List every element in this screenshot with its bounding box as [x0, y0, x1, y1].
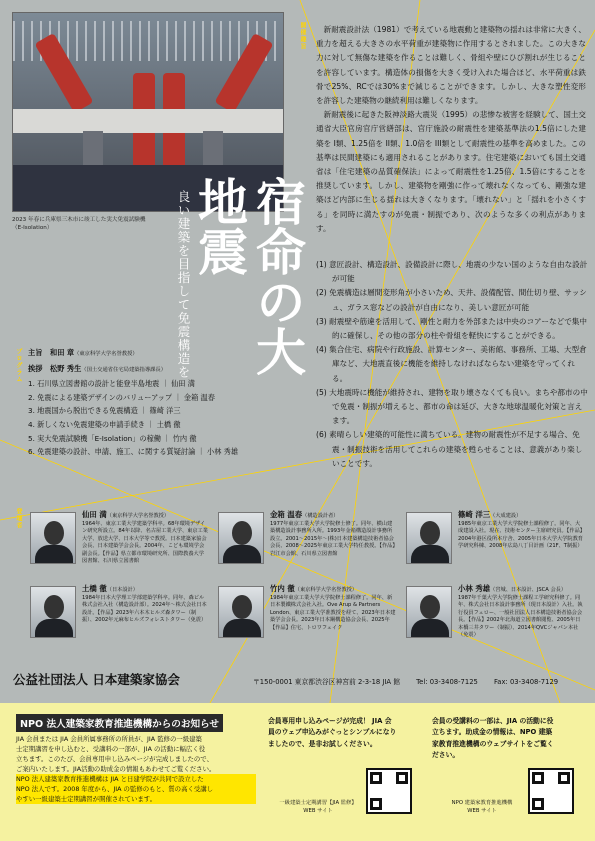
speaker-bio — [458, 510, 584, 551]
merit-item: (1) 意匠設計、構造設計、設備設計に際し、地震の少ない国のような自由な設計が可能 — [316, 260, 588, 284]
qr-caption-line: WEB サイト — [303, 807, 333, 814]
speaker-name: 仙田 満 — [82, 510, 107, 519]
section-label-program: プログラム — [15, 348, 22, 383]
caption-line: （E-Isolation） — [12, 225, 53, 231]
notice-box-line: 会員専用申し込みページが完成！ JIA 会 — [268, 717, 392, 725]
chair-name: 和田 章 — [50, 348, 75, 357]
merit-item: (3) 耐震壁や筋違を活用して、剛性と耐力を外部または中央のコアーなどで集中的に確保し、その他の部分の柱や骨組を軽快にすることができる。 — [316, 316, 587, 341]
speaker-bio-text: 1984年東京工業大学大学院修士課程修了。同年、新日本製鐵株式会社入社。Ove Arup & Partners London、東京工業大学准教授を経て、2023年日本建築学会会長。2023年日本鋼構造協会会長、2025年【作品】住宅、トロワフェイク — [270, 595, 396, 631]
speaker-name: 金箱 温春 — [270, 510, 303, 519]
speaker-bio — [270, 584, 396, 632]
merit-item: (6) 素晴らしい建築的可能性に満ちている。建物の耐震性が不足する場合、免震・制振技術を活用してこれらの建築を甦らせることは、意義があり楽しいことです。 — [316, 430, 583, 468]
merit-item: (2) 免震構造は層間変形角が小さいため、天井、設備配管、間仕切り壁、サッシュ、ガラス窓などの設計が自由になり、美しい意匠が可能 — [316, 288, 587, 312]
notice-line: JIA 会員または JIA 会員所属事務所の所員が、JIA 監修の一級建築 — [16, 735, 202, 743]
organization-contact — [253, 676, 572, 686]
organization-address: 〒150-0001 東京都渋谷区神宮前 2-3-18 JIA 館 — [253, 678, 400, 686]
speaker-bio-text: 1987年千葉大学大学院修士課程工学研究科修了。同年、株式会社日本設計事務所（現日本設計）入社。執行役員フェロー、一般社団法人日本構造技術者協会会長。【作品】2002年北海道立図書館閲覧、2005年日本橋三井タワー（制振）、2014年QVCジャパン本社（免震） — [458, 595, 583, 639]
program-item: 6. 免震建築の設計、申請、施工、に関する質疑討論 ｜ 小林 秀雄 — [28, 447, 239, 457]
speaker-name: 竹内 徹 — [270, 584, 295, 593]
speaker-bio — [458, 584, 584, 639]
merits-list — [316, 258, 588, 471]
speaker-portrait — [406, 586, 452, 638]
speaker-portrait — [30, 512, 76, 564]
organization-tel: Tel: 03-3408-7125 — [416, 678, 478, 686]
merit-item: (5) 大地震時に機能が維持され、建物を取り壊さなくても良い。まちや都市の中で免震・制振が増えると、都市の命は延び、大きな地球温暖化対策と言えます。 — [316, 387, 588, 426]
qr-code-jia-course[interactable] — [366, 768, 412, 814]
speaker-affiliation: （構造設計者） — [302, 513, 339, 519]
qr-code-npo[interactable] — [528, 768, 574, 814]
notice-line: 士定期講習を申し込むと、受講料の一部が、JIA の活動に幅広く役 — [16, 745, 206, 753]
speaker-affiliation: （東京科学大学名誉教授） — [106, 513, 170, 519]
purpose-paragraph: 新耐震後に起きた阪神淡路大震災（1995）の悲惨な被害を経験して、国土交通省大臣官房官庁営繕部は、官庁施設の耐震性を建築基準法の1.5倍にした建築を I類、1.25倍を II類、1.0倍を III類として耐震性の基準を高めました。この基準は民間建築にも適用されることがあります。住宅建築においても国土交通省は「住宅建築の品質確保法」によって耐震性を1.25倍、1.5倍にすることを推奨しています。しかし、建築物を剛強に作って壊れなくなっても、剛強な建築ほど内部に生じる揺れは大きくなります。「壊れない」と「揺れを小さくする」を同時に満たすのが免震・制振であり、次のような多くの利点があります。 — [316, 110, 586, 233]
qr-caption — [436, 800, 528, 815]
speaker-affiliation: （宮城、日本設計、JSCA 会長） — [490, 587, 567, 593]
notice-line: やすい一級建築士定期講習が開催されています。 — [16, 794, 256, 804]
notice-line: 立ちます。このたび、会員専用申し込みページが完成しましたので、 — [16, 755, 213, 763]
qr-caption-line: NPO 建築家教育推進機構 — [451, 800, 513, 806]
program-greeting — [28, 362, 290, 378]
speaker-affiliation: （大成建設） — [490, 513, 522, 519]
greeting-name: 松野 秀生 — [50, 363, 82, 373]
notice-text — [16, 734, 256, 804]
section-label-speakers: 登壇者 — [15, 508, 22, 529]
notice-line: NPO 法人です。2008 年度から、JIA の監修のもと、質の高く受講し — [16, 784, 256, 794]
notice-box-line: ましたので、是非お試しください。 — [268, 739, 377, 748]
caption-line: 2023 年春に兵庫県三木市に竣工した実大免震試験機 — [12, 217, 146, 223]
program-list — [28, 346, 290, 459]
qr-caption-line: 一級建築士定期講習【JIA 監修】 — [279, 800, 357, 806]
section-label-basis: 開催趣旨 — [299, 22, 306, 50]
notice-box-line: 員のウェブ申込みがぐっとシンプルになり — [268, 728, 397, 737]
program-item: 4. 新しくない免震建築の申請手続き ｜ 土橋 徹 — [28, 419, 181, 429]
speaker-portrait — [218, 512, 264, 564]
notice-box-line: 立ちます。助成金の情報は、NPO 建築 — [432, 728, 553, 737]
notice-line: NPO 法人建築家教育推進機構は JIA と日建学院が共同で設立した — [16, 774, 256, 784]
notice-line: ご案内いたします。JIA活動の助成金の情報もあわせてご覧ください。 — [16, 765, 216, 773]
speaker-portrait — [218, 586, 264, 638]
purpose-text — [316, 23, 586, 236]
speaker-bio-text: 1985年東京工業大学大学院修士課程修了。同年、大成建設入社。現在、技術センター主席研究員。【作品】2004年港区役所本庁舎、2005年日本大学大学院教育学研究科棟、2008年広島八丁目計画（21F、T制振） — [458, 521, 583, 550]
program-item: 2. 免震による建築デザインのバリューアップ ｜ 金箱 温春 — [28, 392, 215, 402]
speaker-portrait — [30, 586, 76, 638]
qr-caption-line: WEB サイト — [467, 807, 497, 814]
notice-box-line: 会員の受講料の一部は、JIA の活動に役 — [432, 717, 554, 725]
speaker-bio — [270, 510, 396, 558]
speaker-name: 土橋 徹 — [82, 584, 107, 593]
speaker-affiliation: （東京科学大学名誉教授） — [294, 587, 358, 593]
speaker-bio-text: 1977年東京工業大学大学院修士修了。同年、横山建築構造設計事務所入所。1993年金箱構造設計事務所設立。2001〜2015年〜(株)日本建築構造技術者協会会長、2008〜2025年東京工業大学特任教授。【作品】岩江市会館、石川県立図書館 — [270, 521, 395, 557]
fee-contribution-notice — [432, 716, 590, 762]
subtitle: 良い建築を目指して免震構造を — [176, 190, 191, 379]
organization-name: 公益社団法人 日本建築家協会 — [13, 672, 180, 687]
speaker-portrait — [406, 512, 452, 564]
program-item: 3. 地震国から脱出できる免震構造 ｜ 篠崎 洋三 — [28, 406, 181, 416]
purpose-paragraph: 新耐震設計法（1981）で考えている地震動と建築物の揺れは非常に大きく、重力を超える大きさの水平荷重が建築物に作用するとされました。この大きな力に対して無傷な建築を作ることは難しく、骨組や壁にひび割れが生じることを許容しています。構造体の損傷を大きく受け入れた場合ほど、水平荷重は鉄骨で25%、RCでは30%まで減じることができます。しかし、大きな塑性変形を許容した建築物の継続利用は難しくなります。 — [316, 25, 586, 106]
greeting-affiliation: （国土交通省住宅局建築指導課長） — [81, 366, 167, 373]
notice-box-line: 家教育推進機構のウェブサイトをご覧く — [432, 739, 554, 748]
merit-item: (4) 集合住宅、病院や行政施設、計算センター、美術館、事務所、工場、大型倉庫など、大地震直後に機能を維持しなければならない建築を守ってくれる。 — [316, 345, 587, 383]
speaker-bio-text: 1964年、東京工業大学建築学科卒。68年環境デザイン研究所設立。84年以降、名古屋工業大学、東京工業大学、放送大学、日本大学等で教授。日本建築家協会会長、日本建築学会会長。2004年、こども環境学会副会長。【作品】県立都市環境研究所、国際教養大学図書館、石川県立図書館 — [82, 521, 208, 565]
speaker-bio — [82, 584, 208, 625]
notice-title: NPO 法人建築家教育推進機構からのお知らせ — [16, 714, 223, 732]
program-item: 1. 石川県立図書館の設計と能登半島地震 ｜ 仙田 満 — [28, 379, 195, 389]
speaker-name: 篠崎 洋三 — [458, 510, 491, 519]
member-page-notice — [268, 716, 426, 750]
notice-box-line: ださい。 — [432, 751, 460, 760]
qr-caption — [270, 800, 366, 815]
speaker-bio — [82, 510, 208, 565]
chair-affiliation: （東京科学大学名誉教授） — [74, 351, 138, 357]
speaker-bio-text: 1984年日本大学理工学部建築学科卒。同年、森ビル株式会社入社（構造設計部）。2024年〜株式会社日本設計。【作品】2023年六本木ヒルズ森タワー（制振）、2002年元麻布ヒルズフォレストタワー（免震） — [82, 595, 207, 624]
program-item: 5. 実大免震試験機「E-Isolation」の稼働 ｜ 竹内 徹 — [28, 433, 197, 443]
main-title: 宿命の大地震 — [190, 176, 307, 376]
program-label: 挨拶 — [28, 363, 43, 373]
program-chair — [28, 346, 290, 362]
speaker-name: 小林 秀雄 — [458, 584, 491, 593]
speaker-affiliation: （日本設計） — [106, 587, 138, 593]
program-label: 主旨 — [28, 348, 43, 357]
organization-fax: Fax: 03-3408-7129 — [494, 678, 559, 686]
